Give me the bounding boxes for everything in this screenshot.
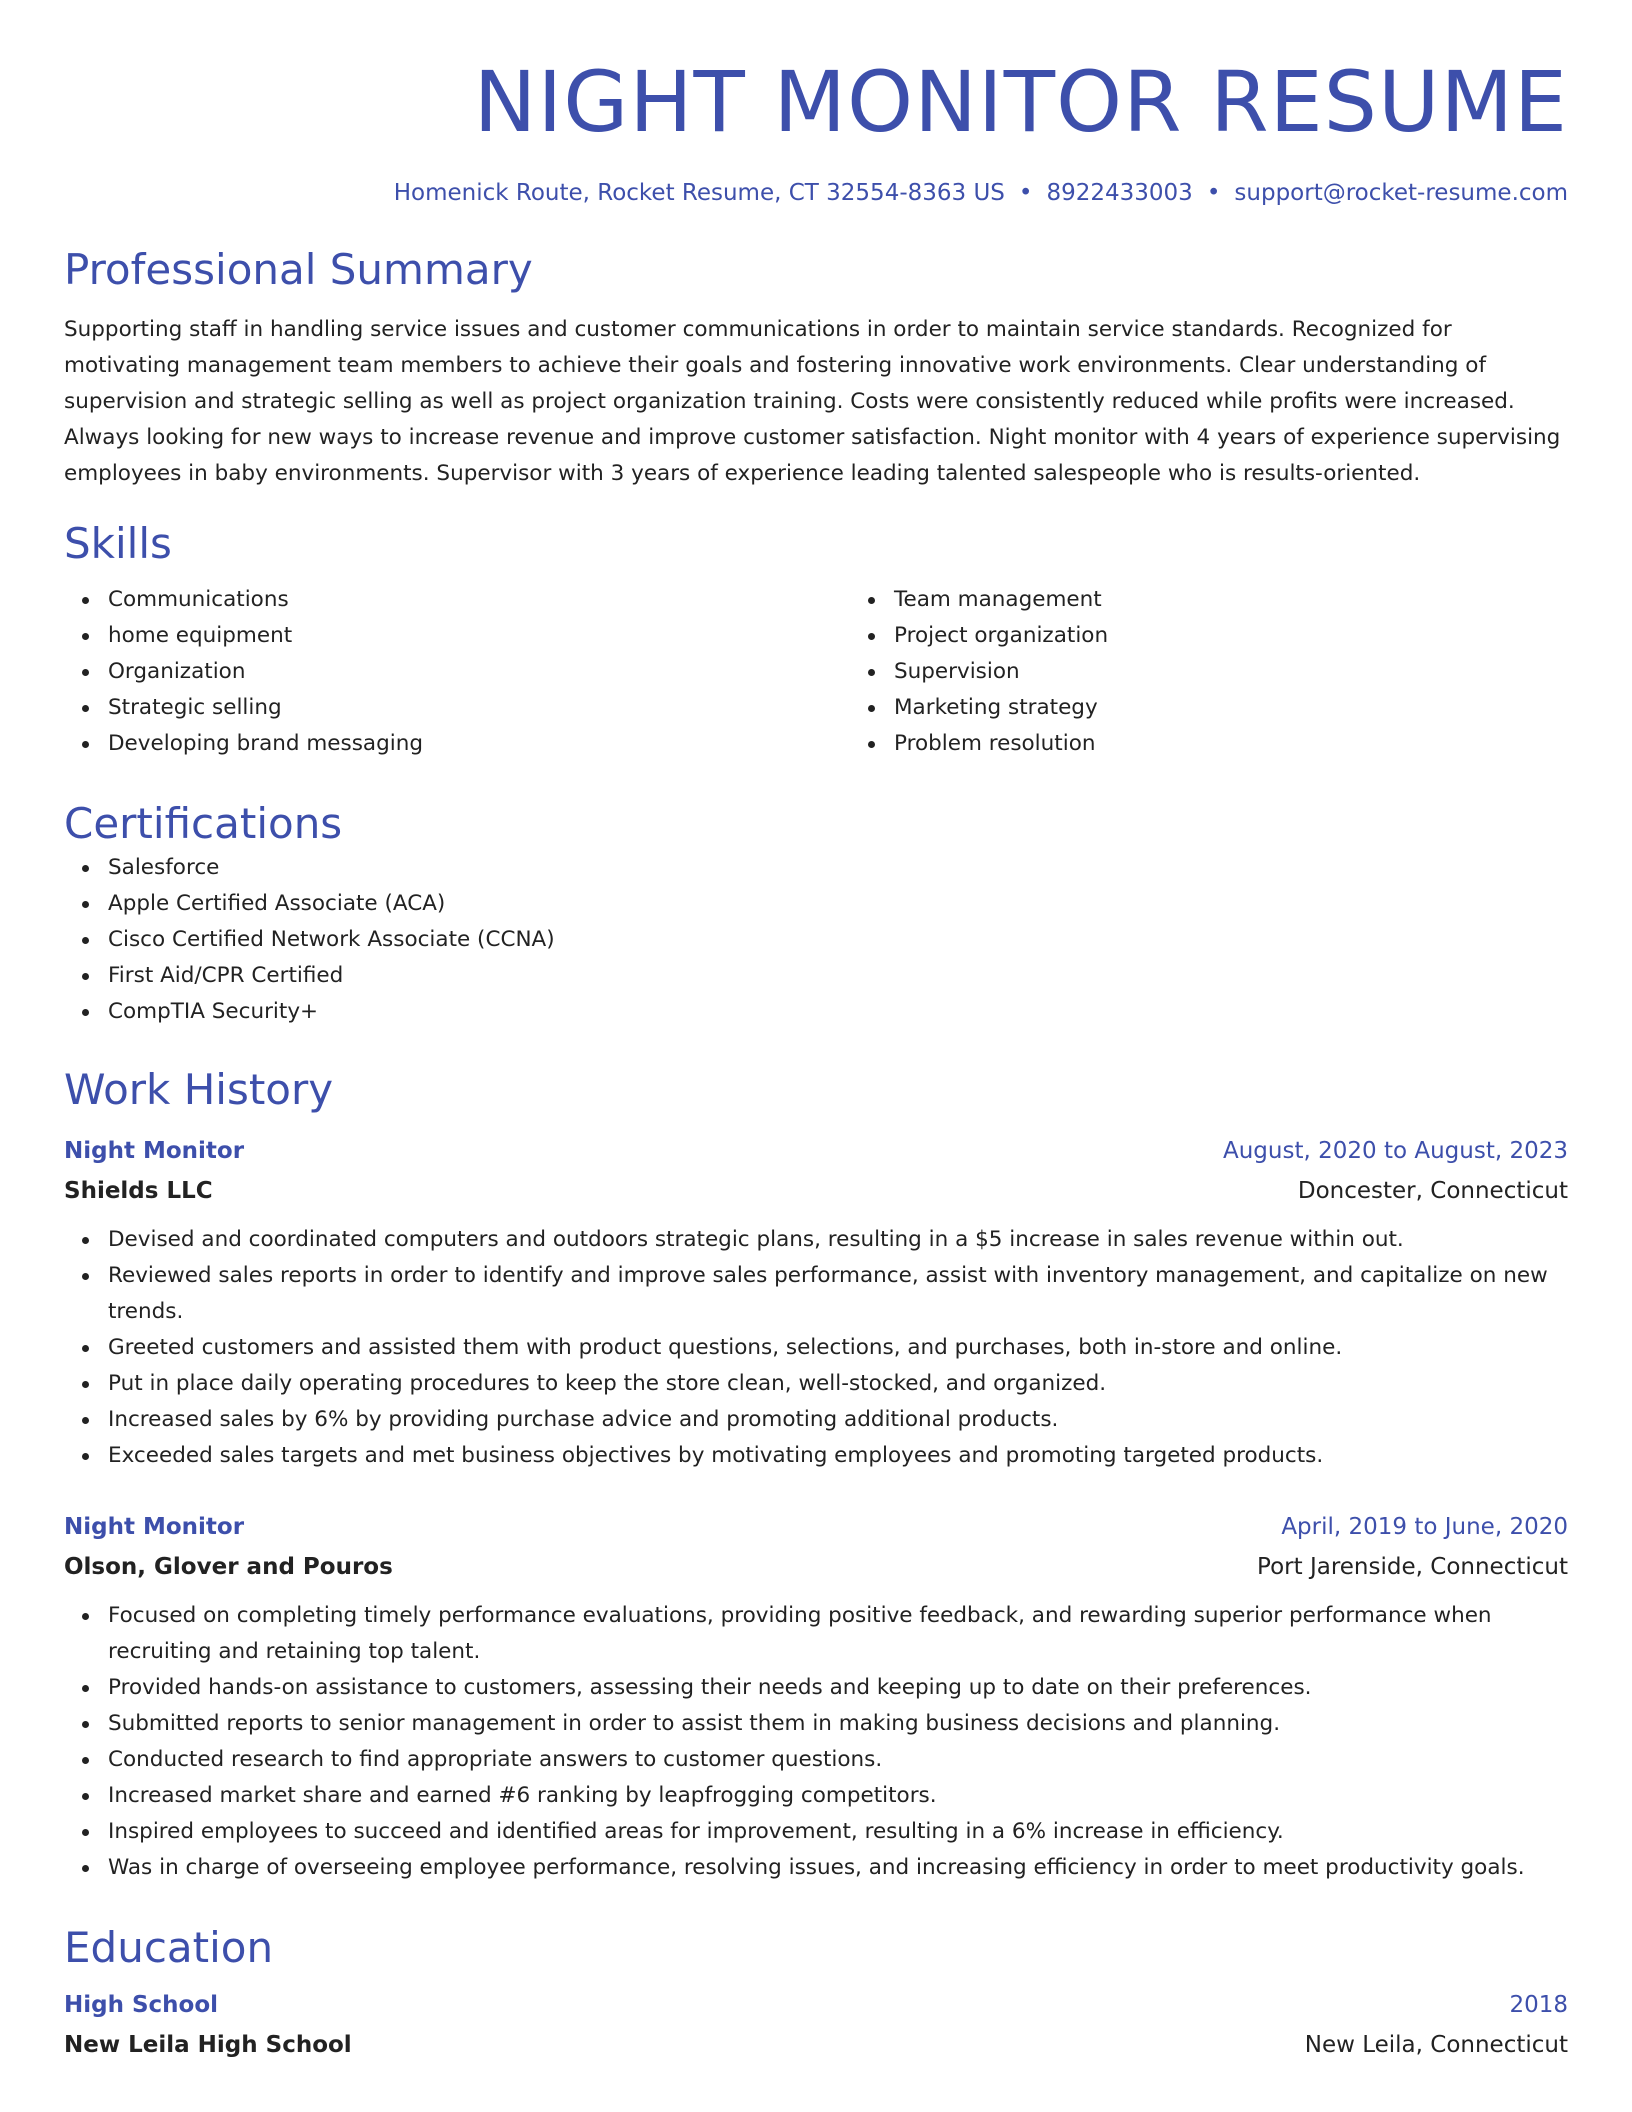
skill-item: Communications <box>108 582 850 618</box>
job-bullet: Increased sales by 6% by providing purchase advice and promoting additional products. <box>108 1402 1568 1438</box>
job-bullet: Reviewed sales reports in order to identify and improve sales performance, assist with inventory management, and capitalize on new trends. <box>108 1258 1568 1330</box>
job-bullet: Greeted customers and assisted them with product questions, selections, and purchases, both in-store and online. <box>108 1330 1568 1366</box>
job-title: Night Monitor <box>64 1138 245 1164</box>
job-bullet: Focused on completing timely performance evaluations, providing positive feedback, and rewarding superior performance when recruiting and retaining top talent. <box>108 1598 1568 1670</box>
job-location: Port Jarenside, Connecticut <box>1257 1554 1568 1580</box>
contact-line <box>64 178 1568 208</box>
job-bullet-list <box>64 1598 1568 1886</box>
job-bullet: Submitted reports to senior management in order to assist them in making business decisions and planning. <box>108 1706 1568 1742</box>
certification-item: CompTIA Security+ <box>108 994 1568 1030</box>
resume-title: NIGHT MONITOR RESUME <box>473 53 1568 151</box>
contact-separator: • <box>1206 180 1221 206</box>
job-header <box>64 1512 1568 1542</box>
job-location: Doncester, Connecticut <box>1297 1178 1568 1204</box>
skill-item: Supervision <box>894 654 1632 690</box>
skill-item: Project organization <box>894 618 1632 654</box>
certification-item: Salesforce <box>108 850 1568 886</box>
skills-right-column <box>850 582 1632 762</box>
contact-address: Homenick Route, Rocket Resume, CT 32554-8363 US <box>393 180 1005 206</box>
job-bullet: Inspired employees to succeed and identified areas for improvement, resulting in a 6% increase in efficiency. <box>108 1814 1568 1850</box>
job-title: Night Monitor <box>64 1514 245 1540</box>
job-bullet: Provided hands-on assistance to customers, assessing their needs and keeping up to date on their preferences. <box>108 1670 1568 1706</box>
education-year: 2018 <box>1509 1992 1568 2018</box>
contact-email: support@rocket-resume.com <box>1234 180 1568 206</box>
certification-item: Apple Certified Associate (ACA) <box>108 886 1568 922</box>
education-school: New Leila High School <box>64 2032 352 2058</box>
skills-heading: Skills <box>64 519 172 568</box>
job-bullet: Increased market share and earned #6 ranking by leapfrogging competitors. <box>108 1778 1568 1814</box>
summary-text: Supporting staff in handling service issues and customer communications in order to maintain service standards. Recognized for motivating management team members to achieve their goals and fostering innovative work environments. Clear understanding of supervision and strategic selling as well as project organization training. Costs were consistently reduced while profits were increased. Always looking for new ways to increase revenue and improve customer satisfaction. Night monitor with 4 years of experience supervising employees in baby environments. Supervisor with 3 years of experience leading talented salespeople who is results-oriented. <box>64 317 1561 486</box>
skill-item: Problem resolution <box>894 726 1632 762</box>
skills-list <box>64 582 1568 762</box>
certification-item: Cisco Certified Network Associate (CCNA) <box>108 922 1568 958</box>
skill-item: Strategic selling <box>108 690 850 726</box>
job-bullet: Exceeded sales targets and met business objectives by motivating employees and promoting targeted products. <box>108 1438 1568 1474</box>
job-bullet-list <box>64 1222 1568 1474</box>
education-heading: Education <box>64 1923 274 1972</box>
skill-item: Marketing strategy <box>894 690 1632 726</box>
skill-item: home equipment <box>108 618 850 654</box>
job-bullet: Put in place daily operating procedures to keep the store clean, well-stocked, and organized. <box>108 1366 1568 1402</box>
certifications-heading: Certifications <box>64 799 343 848</box>
skill-item: Developing brand messaging <box>108 726 850 762</box>
job-dates: April, 2019 to June, 2020 <box>1281 1514 1568 1540</box>
certifications-list <box>64 850 1568 1030</box>
job-company: Shields LLC <box>64 1178 213 1204</box>
summary-heading: Professional Summary <box>64 245 533 294</box>
work-history-heading: Work History <box>64 1065 334 1114</box>
education-degree: High School <box>64 1992 219 2018</box>
contact-phone: 8922433003 <box>1046 180 1193 206</box>
job-subheader <box>64 1552 1568 1582</box>
job-dates: August, 2020 to August, 2023 <box>1223 1138 1568 1164</box>
job-entry <box>64 1512 1568 1886</box>
education-subheader <box>64 2030 1568 2060</box>
job-header <box>64 1136 1568 1166</box>
job-bullet: Devised and coordinated computers and outdoors strategic plans, resulting in a $5 increase in sales revenue within out. <box>108 1222 1568 1258</box>
job-bullet: Conducted research to find appropriate answers to customer questions. <box>108 1742 1568 1778</box>
skill-item: Team management <box>894 582 1632 618</box>
contact-separator: • <box>1018 180 1033 206</box>
skills-left-column <box>64 582 850 762</box>
education-entry <box>64 1990 1568 2060</box>
job-company: Olson, Glover and Pouros <box>64 1554 393 1580</box>
education-location: New Leila, Connecticut <box>1304 2032 1568 2058</box>
skill-item: Organization <box>108 654 850 690</box>
job-bullet: Was in charge of overseeing employee performance, resolving issues, and increasing efficiency in order to meet productivity goals. <box>108 1850 1568 1886</box>
certification-item: First Aid/CPR Certified <box>108 958 1568 994</box>
job-entry <box>64 1136 1568 1474</box>
job-subheader <box>64 1176 1568 1206</box>
education-header <box>64 1990 1568 2020</box>
